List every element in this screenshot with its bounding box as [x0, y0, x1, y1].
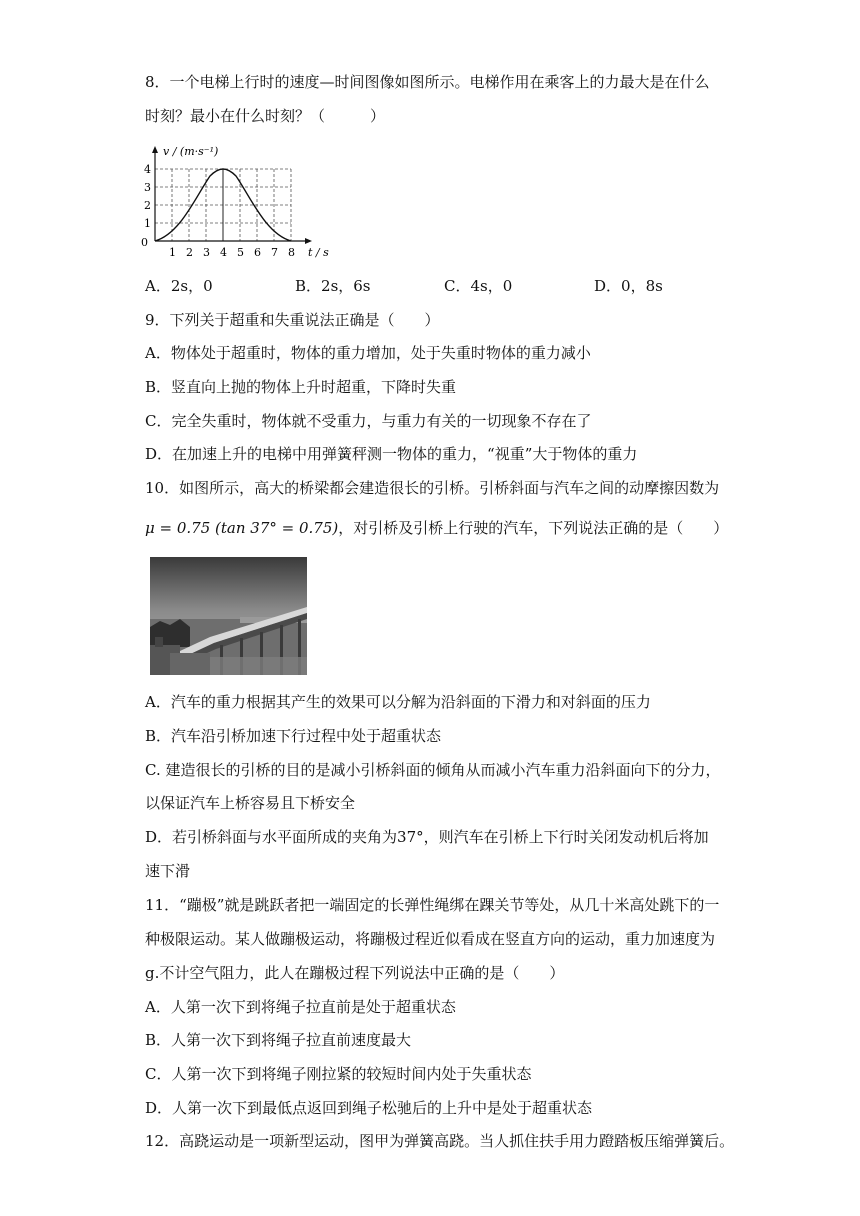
xtick-6: 6 [254, 246, 261, 259]
q9-option-d: D．在加速上升的电梯中用弹簧秤测一物体的重力，“视重”大于物体的重力 [145, 445, 638, 463]
q11-stem-line3: g.不计空气阻力，此人在蹦极过程下列说法中正确的是（ ） [145, 964, 565, 982]
q10-option-b: B．汽车沿引桥加速下行过程中处于超重状态 [145, 727, 442, 745]
graph-xlabel: t / s [308, 246, 329, 259]
q8-option-a: A．2s，0 [145, 277, 213, 295]
xtick-1: 1 [169, 246, 176, 259]
q8-stem-line2: 时刻？最小在什么时刻？（ ） [145, 107, 386, 125]
q11-option-b: B．人第一次下到将绳子拉直前速度最大 [145, 1031, 412, 1049]
q8-option-d: D．0，8s [594, 277, 663, 295]
q11-option-d: D．人第一次下到最低点返回到绳子松驰后的上升中是处于超重状态 [145, 1099, 593, 1117]
ytick-1: 1 [144, 217, 151, 230]
xtick-7: 7 [271, 246, 278, 259]
xtick-2: 2 [186, 246, 193, 259]
q10-stem-tail: ，对引桥及引桥上行驶的汽车，下列说法正确的是（ ） [338, 519, 729, 537]
q11-stem-line1: 11．“蹦极”就是跳跃者把一端固定的长弹性绳绑在踝关节等处，从几十米高处跳下的一 [145, 896, 720, 914]
q10-option-d-line2: 速下滑 [145, 862, 191, 880]
ytick-2: 2 [144, 199, 151, 212]
friction-formula: μ = 0.75 (tan 37° = 0.75) [145, 519, 339, 537]
xtick-4: 4 [220, 246, 227, 259]
q10-stem-line2 [145, 518, 728, 538]
bridge-photo [150, 557, 307, 675]
q11-stem-line2: 种极限运动。某人做蹦极运动，将蹦极过程近似看成在竖直方向的运动，重力加速度为 [145, 930, 716, 948]
graph-origin: 0 [141, 236, 148, 249]
q9-option-a: A．物体处于超重时，物体的重力增加，处于失重时物体的重力减小 [145, 344, 591, 362]
q8-option-c: C．4s，0 [444, 277, 513, 295]
q8-stem-line1: 8．一个电梯上行时的速度—时间图像如图所示。电梯作用在乘客上的力最大是在什么 [145, 73, 710, 91]
q10-option-c-line2: 以保证汽车上桥容易且下桥安全 [145, 794, 356, 812]
ytick-3: 3 [144, 181, 151, 194]
q10-option-a: A．汽车的重力根据其产生的效果可以分解为沿斜面的下滑力和对斜面的压力 [145, 693, 651, 711]
xtick-5: 5 [237, 246, 244, 259]
q8-option-b: B．2s，6s [295, 277, 371, 295]
q10-option-d-line1: D．若引桥斜面与水平面所成的夹角为37°，则汽车在引桥上下行时关闭发动机后将加 [145, 828, 709, 846]
q12-stem-line1: 12．高跷运动是一项新型运动，图甲为弹簧高跷。当人抓住扶手用力蹬踏板压缩弹簧后。 [145, 1132, 735, 1150]
q11-option-c: C．人第一次下到将绳子刚拉紧的较短时间内处于失重状态 [145, 1065, 532, 1083]
ytick-4: 4 [144, 163, 151, 176]
q9-option-b: B．竖直向上抛的物体上升时超重，下降时失重 [145, 378, 457, 396]
q9-stem: 9．下列关于超重和失重说法正确是（ ） [145, 311, 440, 329]
q10-option-c-line1: C. 建造很长的引桥的目的是减小引桥斜面的倾角从而减小汽车重力沿斜面向下的分力， [145, 761, 721, 779]
xtick-8: 8 [288, 246, 295, 259]
q10-stem-line1: 10．如图所示，高大的桥梁都会建造很长的引桥。引桥斜面与汽车之间的动摩擦因数为 [145, 479, 720, 497]
xtick-3: 3 [203, 246, 210, 259]
graph-ylabel: v / (m·s⁻¹) [163, 145, 219, 158]
q11-option-a: A．人第一次下到将绳子拉直前是处于超重状态 [145, 998, 456, 1016]
velocity-time-graph [140, 138, 340, 266]
q9-option-c: C．完全失重时，物体就不受重力，与重力有关的一切现象不存在了 [145, 412, 592, 430]
